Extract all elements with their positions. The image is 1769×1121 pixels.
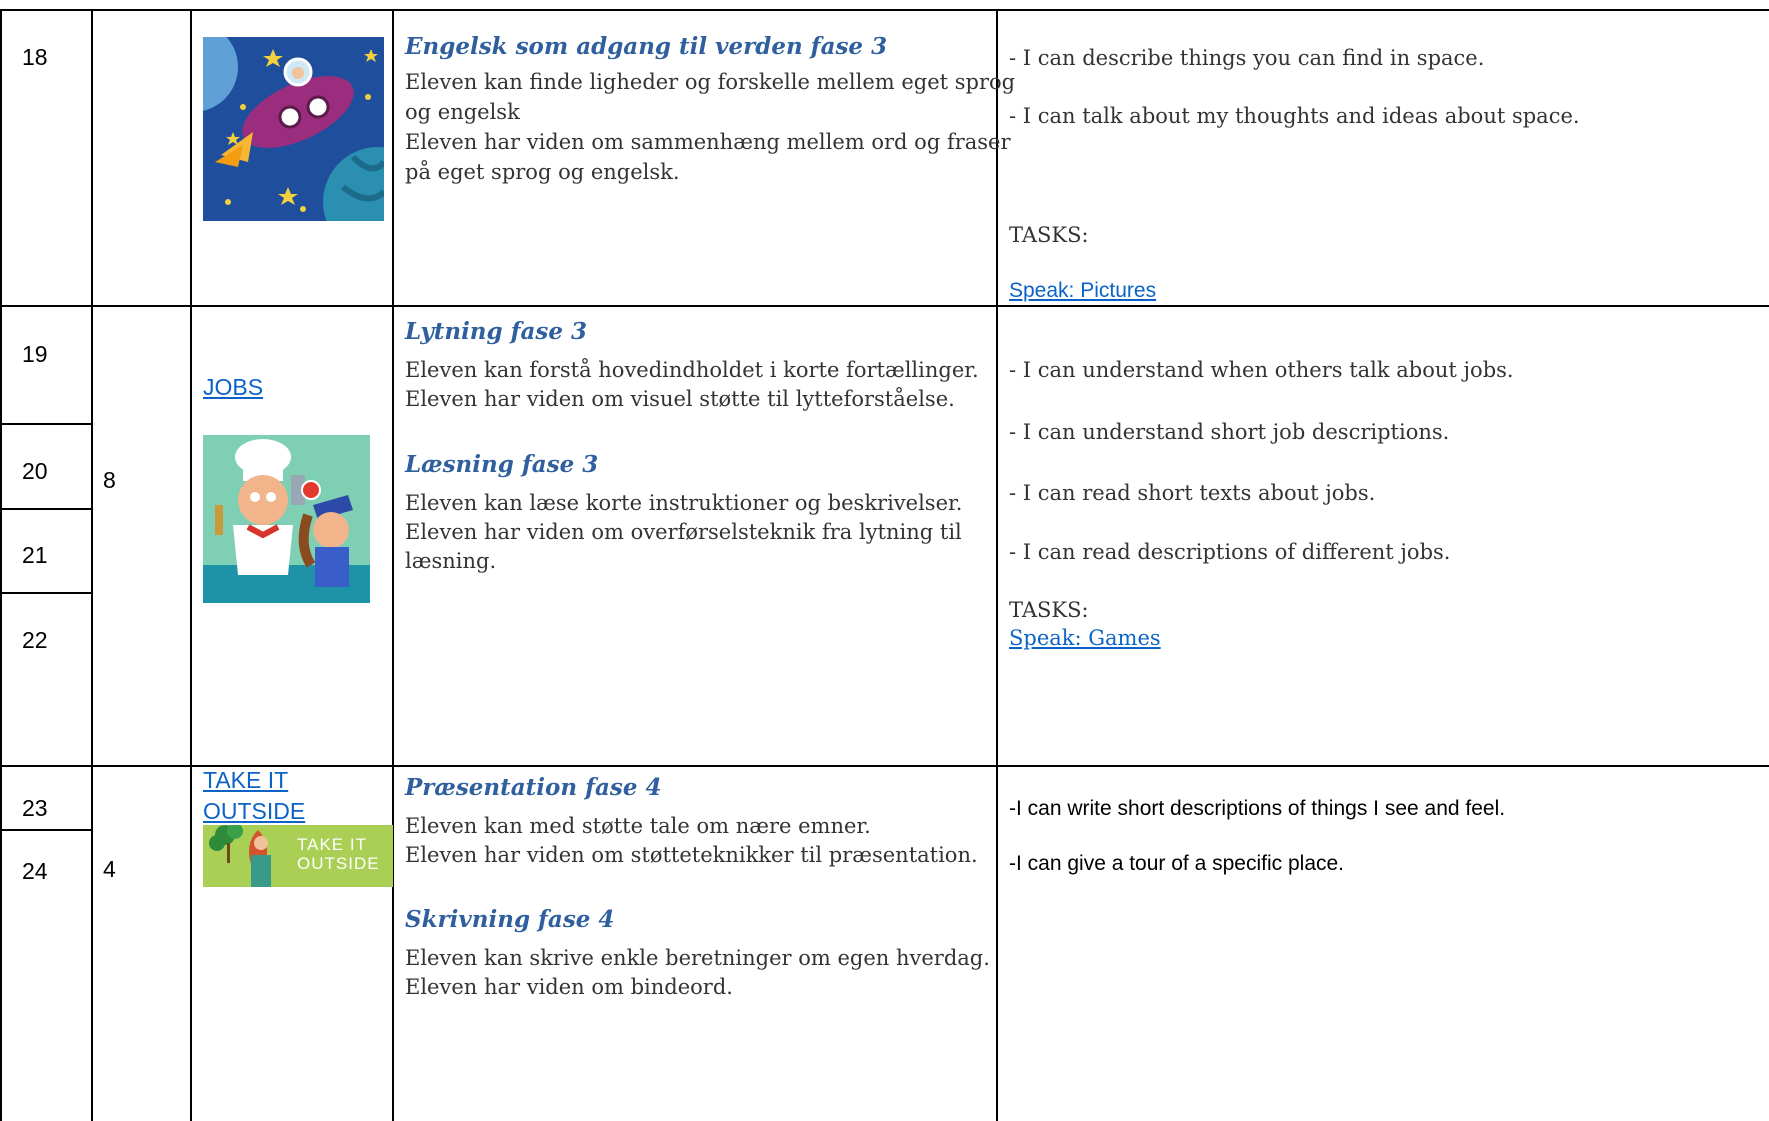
table-line	[0, 9, 1769, 11]
table-line	[190, 9, 192, 1121]
week-number: 24	[22, 858, 48, 884]
week-number: 23	[22, 795, 48, 821]
table-line	[0, 423, 92, 425]
week-number: 19	[22, 341, 48, 367]
table-line	[996, 9, 998, 1121]
table-line	[91, 9, 93, 1121]
lesson-count: 4	[103, 856, 116, 882]
learning-goal: -I can give a tour of a specific place.	[1009, 852, 1345, 875]
topic-link-take-it-outside[interactable]: TAKE IT	[203, 767, 289, 793]
space-rocket-image	[203, 37, 384, 221]
section-heading: Præsentation fase 4	[405, 774, 662, 801]
learning-goal: - I can understand short job descriptions.	[1009, 420, 1450, 444]
description-text: læsning.	[405, 549, 497, 573]
learning-goal: - I can understand when others talk about jobs.	[1009, 358, 1514, 382]
tasks-label: TASKS:	[1009, 223, 1089, 247]
lesson-count: 8	[103, 467, 116, 493]
week-number: 18	[22, 44, 48, 70]
take-it-outside-banner	[203, 825, 393, 887]
tasks-label: TASKS:	[1009, 598, 1089, 622]
learning-goal: - I can read descriptions of different jobs.	[1009, 540, 1451, 564]
week-number: 21	[22, 542, 48, 568]
task-link-speak-games[interactable]: Speak: Games	[1009, 626, 1161, 650]
learning-goal: - I can describe things you can find in space.	[1009, 46, 1485, 70]
section-heading: Læsning fase 3	[405, 451, 599, 478]
week-number: 20	[22, 458, 48, 484]
description-text: Eleven kan med støtte tale om nære emner.	[405, 814, 871, 838]
banner-text: TAKE IT	[297, 835, 367, 854]
section-heading: Engelsk som adgang til verden fase 3	[405, 33, 888, 60]
description-text: Eleven kan finde ligheder og forskelle mellem eget sprog	[405, 70, 1016, 94]
table-line	[0, 305, 1769, 307]
table-line	[0, 592, 92, 594]
topic-link-take-it-outside[interactable]: OUTSIDE	[203, 798, 306, 824]
learning-goal: - I can read short texts about jobs.	[1009, 481, 1376, 505]
section-heading: Skrivning fase 4	[405, 906, 615, 933]
description-text: Eleven har viden om visuel støtte til lytteforståelse.	[405, 387, 955, 411]
description-text: Eleven har viden om sammenhæng mellem ord og fraser	[405, 130, 1011, 154]
topic-link-jobs[interactable]: JOBS	[203, 374, 264, 400]
rocket-icon	[203, 37, 384, 221]
description-text: Eleven kan forstå hovedindholdet i korte fortællinger.	[405, 358, 979, 382]
jobs-image	[203, 435, 370, 603]
description-text: Eleven har viden om bindeord.	[405, 975, 733, 999]
learning-goal: - I can talk about my thoughts and ideas about space.	[1009, 104, 1580, 128]
chef-police-icon	[203, 435, 370, 603]
description-text: og engelsk	[405, 100, 520, 124]
task-link-speak-pictures[interactable]: Speak: Pictures	[1009, 279, 1157, 302]
description-text: Eleven kan skrive enkle beretninger om egen hverdag.	[405, 946, 990, 970]
description-text: på eget sprog og engelsk.	[405, 160, 680, 184]
description-text: Eleven har viden om overførselsteknik fra lytning til	[405, 520, 962, 544]
learning-goal: -I can write short descriptions of things I see and feel.	[1009, 797, 1506, 820]
week-number: 22	[22, 627, 48, 653]
table-line	[0, 9, 2, 1121]
table-line	[0, 508, 92, 510]
section-heading: Lytning fase 3	[405, 318, 588, 345]
table-line	[392, 9, 394, 1121]
banner-text: OUTSIDE	[297, 854, 380, 873]
table-line	[0, 829, 92, 831]
description-text: Eleven kan læse korte instruktioner og beskrivelser.	[405, 491, 963, 515]
description-text: Eleven har viden om støtteteknikker til præsentation.	[405, 843, 978, 867]
